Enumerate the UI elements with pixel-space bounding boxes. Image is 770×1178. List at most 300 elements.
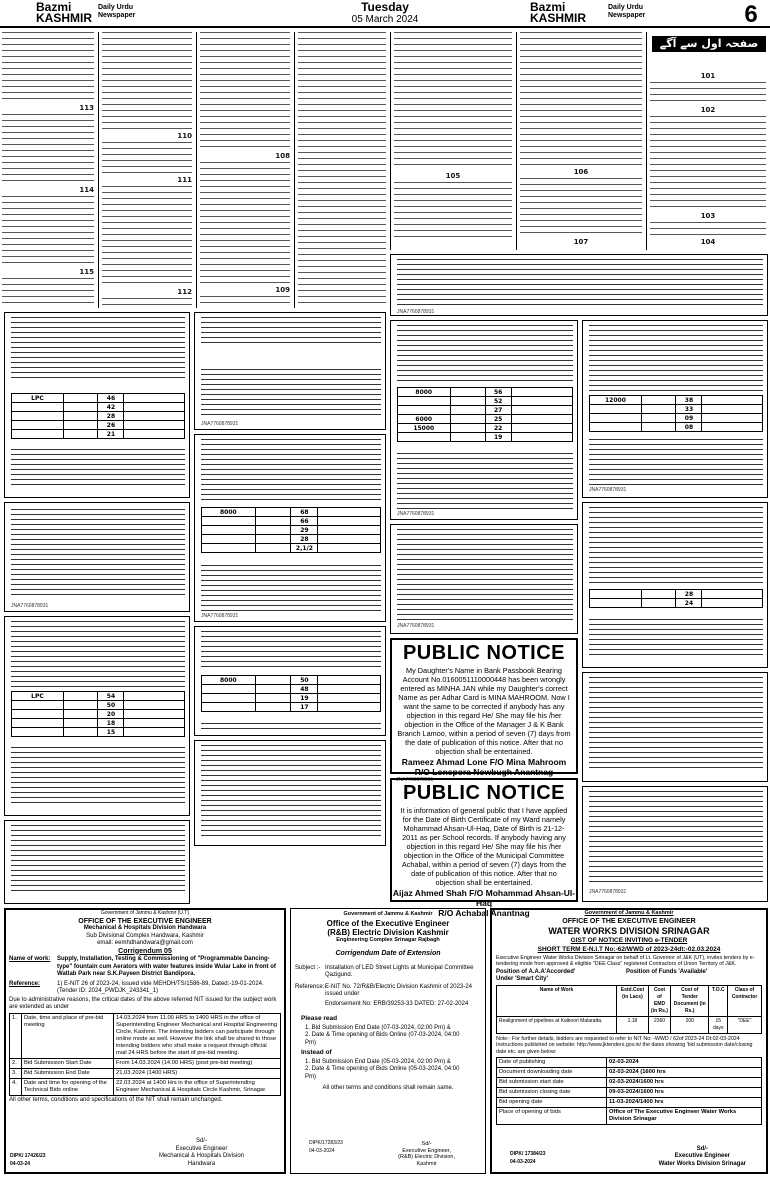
cell-amount bbox=[12, 421, 64, 430]
cell-amount: 8000 bbox=[398, 388, 451, 397]
section-115: 115 bbox=[79, 268, 94, 276]
cell-amount bbox=[202, 517, 256, 526]
date-label: Document downloading date bbox=[497, 1068, 607, 1078]
cell-no: 2. bbox=[10, 1058, 22, 1068]
section-109: 109 bbox=[275, 286, 290, 294]
instead-of-label: Instead of bbox=[301, 1049, 332, 1056]
court-notice-l3 bbox=[4, 616, 190, 816]
cell-age: 24 bbox=[676, 599, 702, 608]
cell-name bbox=[511, 433, 572, 442]
cell-name bbox=[124, 728, 185, 737]
cell-name bbox=[511, 406, 572, 415]
cell-relation bbox=[63, 394, 98, 403]
table-cell: 15 days bbox=[709, 1016, 728, 1033]
office-address: Engineering Complex Srinagar Rajbagh bbox=[336, 936, 440, 943]
cell-relation bbox=[641, 590, 676, 599]
cell-relation bbox=[63, 719, 98, 728]
public-notice-address: R/O Achabal Anantnag bbox=[438, 908, 530, 918]
cell-amount bbox=[12, 701, 64, 710]
section-110: 110 bbox=[177, 132, 192, 140]
work-table bbox=[492, 984, 766, 1035]
jna-code: JNA7760878931 bbox=[589, 889, 627, 895]
cell-age: 2,1/2 bbox=[291, 544, 318, 553]
gov-label: Government of Jammu & Kashmir bbox=[343, 911, 433, 917]
jna-code: JNA7760878931 bbox=[397, 309, 435, 315]
cell-name bbox=[124, 710, 185, 719]
table-row bbox=[497, 1078, 762, 1088]
division-name: Mechanical & Hospitals Division Handwara bbox=[83, 925, 207, 931]
cell-age: 33 bbox=[676, 405, 702, 414]
cell-name bbox=[124, 701, 185, 710]
news-columns-mid bbox=[390, 32, 642, 250]
cell-name bbox=[702, 414, 763, 423]
cell-age: 25 bbox=[485, 415, 511, 424]
notice-rb-electric bbox=[290, 908, 486, 1174]
public-notice-title: PUBLIC NOTICE bbox=[402, 642, 566, 664]
table-row bbox=[202, 694, 381, 703]
reference bbox=[291, 981, 485, 1000]
dates-table bbox=[6, 1012, 284, 1097]
cell-item: Bid Submission Start Date bbox=[22, 1058, 114, 1068]
masthead-right-title: Bazmi KASHMIR bbox=[530, 0, 586, 25]
cell-relation bbox=[450, 433, 485, 442]
name-of-work-value: Supply, Installation, Testing & Commissioning of "Programmable Dancing-type" fountain cum Aerators with water features inside Wular Lake in front of Watlab Park near S.K.Payeen District Bandipora. bbox=[57, 956, 276, 977]
subject-value: Installation of LED Street Lights at Municipal Committee Qazigund. bbox=[325, 964, 474, 978]
table-cell: 200 bbox=[671, 1016, 709, 1033]
cell-amount bbox=[398, 397, 451, 406]
court-notice-r2 bbox=[582, 502, 768, 668]
dates-table bbox=[492, 1056, 766, 1126]
court-notice-l1 bbox=[4, 312, 190, 498]
jna-code: JNA7760878931 bbox=[397, 511, 435, 517]
cell-relation bbox=[641, 414, 676, 423]
public-notice-address: R/O Lonepora Nowbugh Anantnag bbox=[414, 767, 554, 777]
cell-name bbox=[318, 685, 381, 694]
table-row bbox=[12, 728, 185, 737]
cell-amount bbox=[12, 710, 64, 719]
public-notice-title: PUBLIC NOTICE bbox=[402, 782, 566, 804]
section-113: 113 bbox=[79, 104, 94, 112]
cell-age: 21 bbox=[98, 430, 124, 439]
table-row bbox=[10, 1058, 281, 1068]
office-email: email: eemhdhandwara@gmail.com bbox=[97, 940, 193, 946]
table-row bbox=[202, 517, 381, 526]
cell-amount: 15000 bbox=[398, 424, 451, 433]
cell-age: 29 bbox=[291, 526, 318, 535]
jna-code: JNA7760878931 bbox=[11, 603, 49, 609]
cell-amount bbox=[590, 405, 642, 414]
section-105: 105 bbox=[445, 172, 461, 180]
cell-name bbox=[124, 692, 185, 701]
jna-code: JNA7760878931 bbox=[589, 487, 627, 493]
cell-relation bbox=[450, 397, 485, 406]
table-row bbox=[202, 508, 381, 517]
cell-relation bbox=[63, 701, 98, 710]
cell-relation bbox=[255, 535, 291, 544]
intro-text: Due to administrative reasons, the critical dates of the above referred NIT issued for the subject work are extended as under bbox=[9, 996, 277, 1010]
cell-relation bbox=[641, 405, 676, 414]
name-of-work-label: Name of work: bbox=[9, 956, 51, 962]
section-104: 104 bbox=[700, 238, 716, 246]
intro-text: Executive Engineer Water Works Division Srinagar on behalf of Lt. Governor of J&K (UT), invites tenders by e-tendering mode from approved & eligible "DEE Class" registered Contractors of Union Territory of J&K. bbox=[496, 954, 755, 967]
cell-name bbox=[511, 424, 572, 433]
page-number: 6 bbox=[744, 1, 758, 28]
cell-age: 09 bbox=[676, 414, 702, 423]
cell-amount: 8000 bbox=[202, 508, 256, 517]
date-label: 05 March 2024 bbox=[351, 14, 419, 25]
court-notice-r1 bbox=[582, 320, 768, 498]
office-title: Office of the Executive Engineer bbox=[326, 918, 450, 928]
please-read-item-2: 2. Date & Time opening of Bids Online (07-03-2024, 04:00 Pm) bbox=[305, 1032, 460, 1046]
cell-relation bbox=[641, 599, 676, 608]
dipk-code: DIPK/ 17426/23 04-03-24 bbox=[10, 1153, 46, 1167]
masthead-date bbox=[290, 0, 480, 25]
cell-age: 22 bbox=[485, 424, 511, 433]
notice-heading-large bbox=[201, 347, 381, 367]
section-114: 114 bbox=[79, 186, 94, 194]
office-title: OFFICE OF THE EXECUTIVE ENGINEER bbox=[78, 917, 212, 925]
court-notice-m2 bbox=[194, 434, 386, 622]
cell-name bbox=[702, 405, 763, 414]
cell-no: 1. bbox=[10, 1013, 22, 1058]
cell-relation bbox=[63, 692, 98, 701]
note-text: Note:- For further details, bidders are requested to refer to NIT No: -WWD / 62of 2023-24 Dt:02-03-2024 Instructions published on website: http://www.jktenders.gov.in/ the dates showing 'bid submission date/closing date etc. are given below: bbox=[496, 1035, 753, 1055]
cell-name bbox=[511, 388, 572, 397]
table-row bbox=[10, 1013, 281, 1058]
public-notice-body: My Daughter's Name in Bank Passbook Bearing Account No.0160051110000448 has been wrongly entered as MINHA JAN while my Daughter's correct Name as per Adhar Card is MINA MAHROOM. Now I want the same to be corrected if anybody has any objection in this regard He/ She may file his /her objection in the Office of the Manager J & K Bank Branch Lamoo, within a period of seven (7) days from the date of publication of this notice. After that no objection shall be entertained. bbox=[397, 666, 571, 756]
date-value: 02-03-2024 (1600 hrs bbox=[607, 1068, 762, 1078]
cell-age: 28 bbox=[98, 412, 124, 421]
table-row bbox=[202, 676, 381, 685]
table-cell: 1.18 bbox=[617, 1016, 649, 1033]
cell-name bbox=[318, 676, 381, 685]
section-107: 107 bbox=[573, 238, 589, 246]
cell-value: 22.03.2024 at 1400 Hrs in the office of Superintending Engineer Mechanical & Hospitals Circle Kashmir, Srinagar. bbox=[114, 1078, 281, 1095]
court-notice-c2 bbox=[390, 524, 578, 634]
division-name: WATER WORKS DIVISION SRINAGAR bbox=[548, 925, 710, 936]
cell-name bbox=[124, 421, 185, 430]
nit-label: SHORT TERM E-N.I.T No:-62/WWD of 2023-24dt:-02.03.2024 bbox=[537, 945, 721, 953]
please-read-label: Please read bbox=[301, 1015, 338, 1022]
cell-name bbox=[318, 517, 381, 526]
section-111: 111 bbox=[177, 176, 192, 184]
table-row bbox=[590, 590, 763, 599]
jna-code: JNA7760878931 bbox=[201, 421, 239, 427]
cell-name bbox=[124, 403, 185, 412]
cell-amount bbox=[12, 412, 64, 421]
cell-amount bbox=[202, 535, 256, 544]
cell-age: 18 bbox=[98, 719, 124, 728]
court-notice-c1 bbox=[390, 320, 578, 520]
table-row bbox=[12, 412, 185, 421]
date-value: 02-03-2024/1600 hrs bbox=[607, 1078, 762, 1088]
table-header-row bbox=[497, 985, 762, 1016]
table-row bbox=[398, 424, 573, 433]
cell-age: 46 bbox=[98, 394, 124, 403]
table-row bbox=[497, 1098, 762, 1108]
court-notice-l2 bbox=[4, 502, 190, 612]
date-label: Bid submission start date bbox=[497, 1078, 607, 1088]
cell-name bbox=[124, 394, 185, 403]
table-row bbox=[497, 1068, 762, 1078]
dipk-code: DIPK/17283/23 04-03-2024 bbox=[309, 1140, 343, 1154]
table-cell: 2360 bbox=[648, 1016, 670, 1033]
subject bbox=[291, 964, 485, 981]
cell-relation bbox=[450, 388, 485, 397]
section-106: 106 bbox=[573, 168, 589, 176]
masthead-left-title: Bazmi KASHMIR bbox=[36, 0, 92, 25]
cell-item: Bid Submission End Date bbox=[22, 1068, 114, 1078]
funds-label: Position of Funds 'Available' bbox=[626, 968, 708, 975]
cell-amount bbox=[12, 403, 64, 412]
signature-block: Sd/- Executive Engineer Mechanical & Hospitals Division Handwara bbox=[158, 1138, 244, 1167]
cell-name bbox=[702, 599, 763, 608]
header-cell: T.O.C bbox=[709, 985, 728, 1016]
section-101: 101 bbox=[700, 72, 716, 80]
header-cell: Estd.Cost (in Lacs) bbox=[617, 985, 649, 1016]
cell-relation bbox=[255, 676, 291, 685]
date-label: Place of opening of bids bbox=[497, 1108, 607, 1125]
cell-relation bbox=[63, 421, 98, 430]
cell-amount bbox=[398, 433, 451, 442]
office-address: Sub Divisional Complex Handwara, Kashmir bbox=[86, 932, 204, 939]
cell-name bbox=[124, 719, 185, 728]
cell-age: 20 bbox=[98, 710, 124, 719]
cell-age: 08 bbox=[676, 423, 702, 432]
corrigendum-label: Corrigendum 05 bbox=[118, 947, 172, 955]
table-row bbox=[10, 1078, 281, 1095]
cell-amount bbox=[590, 599, 642, 608]
cell-amount bbox=[398, 406, 451, 415]
cell-name bbox=[318, 703, 381, 712]
gov-label: Government of Jammu & Kashmir bbox=[584, 910, 674, 916]
day-label: Tuesday bbox=[361, 0, 409, 14]
cell-name bbox=[318, 535, 381, 544]
court-notice-m3 bbox=[194, 626, 386, 736]
notice-heading bbox=[11, 381, 185, 391]
heirs-table bbox=[201, 675, 381, 712]
heirs-table bbox=[201, 507, 381, 553]
reference-label: Reference: bbox=[9, 980, 41, 987]
cell-name bbox=[318, 526, 381, 535]
section-102: 102 bbox=[700, 106, 716, 114]
cell-relation bbox=[255, 544, 291, 553]
cell-amount bbox=[590, 423, 642, 432]
section-112: 112 bbox=[177, 288, 192, 296]
table-row bbox=[12, 394, 185, 403]
cell-age: 42 bbox=[98, 403, 124, 412]
cell-relation bbox=[63, 412, 98, 421]
cell-amount: LPC bbox=[12, 692, 64, 701]
cell-age: 28 bbox=[291, 535, 318, 544]
cell-age: 27 bbox=[485, 406, 511, 415]
cell-age: 19 bbox=[291, 694, 318, 703]
date-value: 09-03-2024/1600 hrs bbox=[607, 1088, 762, 1098]
date-value: Office of The Executive Engineer Water Works Division Srinagar bbox=[607, 1108, 762, 1125]
section-108: 108 bbox=[275, 152, 290, 160]
date-label: Date of publishing bbox=[497, 1058, 607, 1068]
cell-name bbox=[511, 397, 572, 406]
reference bbox=[6, 980, 284, 997]
table-row bbox=[12, 403, 185, 412]
table-row bbox=[12, 719, 185, 728]
cell-age: 19 bbox=[485, 433, 511, 442]
table-row bbox=[398, 388, 573, 397]
cell-amount: 6000 bbox=[398, 415, 451, 424]
cell-no: 4. bbox=[10, 1078, 22, 1095]
cell-amount bbox=[12, 719, 64, 728]
heirs-table bbox=[589, 395, 763, 432]
table-row bbox=[12, 710, 185, 719]
cell-relation bbox=[63, 728, 98, 737]
office-title: OFFICE OF THE EXECUTIVE ENGINEER bbox=[562, 917, 696, 925]
table-row bbox=[12, 430, 185, 439]
date-value: 02-03-2024 bbox=[607, 1058, 762, 1068]
header-cell: Name of Work bbox=[497, 985, 617, 1016]
cell-amount bbox=[12, 430, 64, 439]
table-row bbox=[497, 1108, 762, 1125]
cell-age: 50 bbox=[291, 676, 318, 685]
header-cell: Cost of EMD (in Rs.) bbox=[648, 985, 670, 1016]
table-row bbox=[12, 701, 185, 710]
jna-code: JNA7760878931 bbox=[396, 777, 434, 783]
cell-relation bbox=[63, 403, 98, 412]
court-notice-r3 bbox=[582, 672, 768, 782]
cell-amount bbox=[202, 526, 256, 535]
aaa-position bbox=[492, 969, 766, 977]
cell-age: 56 bbox=[485, 388, 511, 397]
cell-item: Date and time for opening of the Technical Bids online bbox=[22, 1078, 114, 1095]
header-cell: Class of Contractor bbox=[728, 985, 762, 1016]
cell-name bbox=[318, 694, 381, 703]
cell-age: 54 bbox=[98, 692, 124, 701]
table-row bbox=[497, 1088, 762, 1098]
cell-name bbox=[702, 396, 763, 405]
cell-relation bbox=[450, 406, 485, 415]
aaa-label: Position of A.A.A'Accorded' bbox=[496, 968, 576, 975]
date-label: Bid opening date bbox=[497, 1098, 607, 1108]
notice-hardwara bbox=[4, 908, 286, 1174]
cell-amount bbox=[12, 728, 64, 737]
cell-age: 38 bbox=[676, 396, 702, 405]
table-cell: "DEE" bbox=[728, 1016, 762, 1033]
cell-relation bbox=[255, 685, 291, 694]
cell-amount bbox=[590, 414, 642, 423]
continued-banner: صفحہ اول سے آگے bbox=[652, 36, 766, 52]
header-cell: Cost of Tender Document (in Rs.) bbox=[671, 985, 709, 1016]
public-notice-signer: Rameez Ahmad Lone F/O Mina Mahroom bbox=[401, 757, 567, 767]
footer-text: All other terms and conditions shall remain same. bbox=[322, 1085, 454, 1091]
cell-name bbox=[124, 430, 185, 439]
jna-code: JNA7760878931 bbox=[397, 623, 435, 629]
name-of-work bbox=[6, 955, 284, 980]
masthead-left-sub: Daily Urdu Newspaper bbox=[98, 4, 136, 19]
court-notice-m1 bbox=[194, 312, 386, 430]
cell-name bbox=[511, 415, 572, 424]
heirs-table bbox=[589, 589, 763, 608]
cell-amount bbox=[202, 544, 256, 553]
table-row bbox=[398, 415, 573, 424]
cell-relation bbox=[450, 415, 485, 424]
table-row bbox=[12, 421, 185, 430]
court-notice-l4 bbox=[4, 820, 190, 904]
cell-amount bbox=[202, 685, 256, 694]
table-row bbox=[202, 685, 381, 694]
table-row bbox=[590, 414, 763, 423]
cell-value: 14.03.2024 from 11.00 HRS to 1400 HRS in the office of Superintending Engineer Mechanical and Hospital Engineering Circle, Kashmir. The intending bidders can participate through online mode as well. However the link shall be shared to those intending bidders who shall make a request through official mail 24 HRS before the start of pre-bid meeting. bbox=[114, 1013, 281, 1058]
dipk-code: DIPK/ 17384/23 04-03-2024 bbox=[510, 1151, 546, 1165]
public-notice-1 bbox=[390, 638, 578, 783]
cell-amount bbox=[202, 703, 256, 712]
table-row bbox=[398, 397, 573, 406]
gov-label: Government of Jammu & Kashmir (U.T) bbox=[100, 910, 190, 916]
table-cell: Realignment of pipelines at Kalkoori Malaratta. bbox=[497, 1016, 617, 1033]
division-name: (R&B) Electric Division Kashmir bbox=[327, 927, 449, 937]
cell-name bbox=[702, 590, 763, 599]
table-row bbox=[590, 423, 763, 432]
reference-value: 1) E-NIT 26 of 2023-24, issued vide MEHDH/TS/1586-89, Dated:-19-01-2024. (Tender ID: 2024_PWDJK_243341_1) bbox=[57, 980, 264, 994]
cell-amount bbox=[590, 590, 642, 599]
cell-name bbox=[124, 412, 185, 421]
table-row bbox=[10, 1068, 281, 1078]
endorsement: Endorsement No: ERB/39253-33 DATED: 27-02-2024 bbox=[325, 1000, 469, 1007]
date-label: Bid submission closing date bbox=[497, 1088, 607, 1098]
reference-label: Reference:- bbox=[295, 983, 327, 990]
instead-item-2: 2. Date & Time opening of Bids Online (05-03-2024, 04:00 Pm) bbox=[305, 1066, 460, 1080]
cell-age: 48 bbox=[291, 685, 318, 694]
cell-age: 50 bbox=[98, 701, 124, 710]
cell-value: From 14.03.2024 (14.00 HRS) (post pre-bid meeting) bbox=[114, 1058, 281, 1068]
front-page-continued bbox=[646, 32, 768, 250]
cell-amount: LPC bbox=[12, 394, 64, 403]
notice-water-works bbox=[490, 908, 768, 1174]
cell-relation bbox=[641, 396, 676, 405]
instead-item-1: 1. Bid Submission End Date (05-03-2024, 02:00 Pm) & bbox=[305, 1058, 451, 1065]
table-row bbox=[590, 396, 763, 405]
news-columns-left bbox=[2, 32, 386, 308]
cell-amount bbox=[202, 694, 256, 703]
public-notice-2 bbox=[390, 778, 578, 918]
cell-relation bbox=[450, 424, 485, 433]
footer-text: All other terms, conditions and specifications of the NIT shall remain unchanged. bbox=[9, 1096, 223, 1103]
cell-relation bbox=[255, 694, 291, 703]
please-read-item-1: 1. Bid Submission End Date (07-03-2024, 02:00 Pm) & bbox=[305, 1024, 451, 1031]
table-row bbox=[497, 1058, 762, 1068]
date-value: 11-03-2024/1400 hrs bbox=[607, 1098, 762, 1108]
cell-relation bbox=[63, 710, 98, 719]
signature-block: Sd/- Executive Engineer Water Works Division Srinagar bbox=[658, 1145, 746, 1167]
table-row bbox=[590, 405, 763, 414]
cell-name bbox=[318, 508, 381, 517]
table-row bbox=[202, 535, 381, 544]
cell-relation bbox=[641, 423, 676, 432]
cell-age: 17 bbox=[291, 703, 318, 712]
cell-no: 3. bbox=[10, 1068, 22, 1078]
cell-relation bbox=[255, 508, 291, 517]
cell-age: 66 bbox=[291, 517, 318, 526]
court-notice-r4 bbox=[582, 786, 768, 902]
cell-relation bbox=[63, 430, 98, 439]
cell-relation bbox=[255, 517, 291, 526]
cell-relation bbox=[255, 526, 291, 535]
corrigendum-title: Corrigendum Date of Extension bbox=[335, 950, 441, 957]
table-row bbox=[497, 1016, 762, 1033]
cell-age: 15 bbox=[98, 728, 124, 737]
masthead-right-sub: Daily Urdu Newspaper bbox=[608, 4, 646, 19]
cell-name bbox=[318, 544, 381, 553]
table-row bbox=[590, 599, 763, 608]
public-notice-signer: Aijaz Ahmed Shah F/O Mohammad Ahsan-Ul-Haq bbox=[392, 888, 576, 908]
